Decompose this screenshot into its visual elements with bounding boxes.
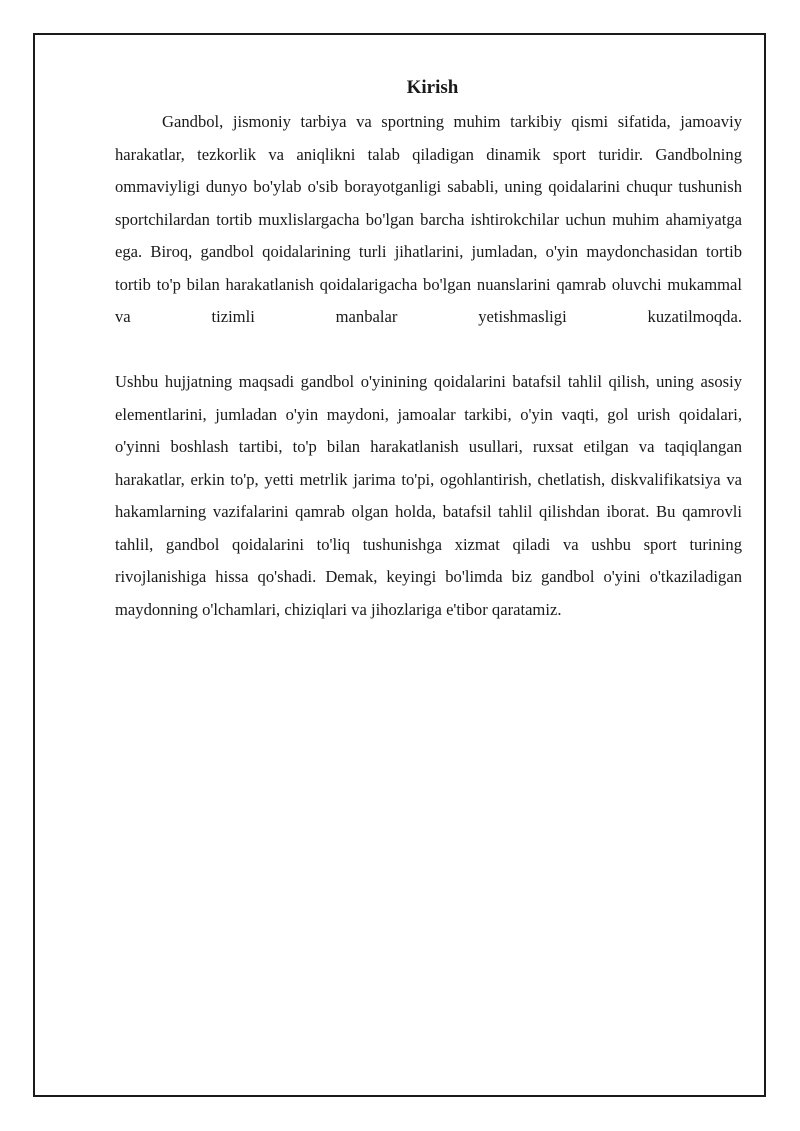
paragraph-purpose: Ushbu hujjatning maqsadi gandbol o'yinining qoidalarini batafsil tahlil qilish, uning asosiy elementlarini, jumladan o'yin maydoni, jamoalar tarkibi, o'yin vaqti, gol urish qoidalari, o'yinni boshlash tartibi, to'p bilan harakatlanish usullari, ruxsat etilgan va taqiqlangan harakatlar, erkin to'p, yetti metrlik jarima to'pi, ogohlantirish, chetlatish, diskvalifikatsiya va hakamlarning vazifalarini qamrab olgan holda, batafsil tahlil qilishdan iborat. Bu qamrovli tahlil, gandbol qoidalarini to'liq tushunishga xizmat qiladi va ushbu sport turining rivojlanishiga hissa qo'shadi. Demak, keyingi bo'limda biz gandbol o'yini o'tkaziladigan maydonning o'lchamlari, chiziqlari va jihozlariga e'tibor qaratamiz. <box>115 372 742 619</box>
paragraph-intro: Gandbol, jismoniy tarbiya va sportning muhim tarkibiy qismi sifatida, jamoaviy harakatlar, tezkorlik va aniqlikni talab qiladigan dinamik sport turidir. Gandbolning ommaviyligi dunyo bo'ylab o'sib borayotganligi sababli, uning qoidalarini chuqur tushunish sportchilardan tortib muxlislargacha bo'lgan barcha ishtirokchilar uchun muhim ahamiyatga ega. Biroq, gandbol qoidalarining turli jihatlarini, jumladan, o'yin maydonchasidan tortib tortib to'p bilan harakatlanish qoidalarigacha bo'lgan nuanslarini qamrab oluvchi mukammal va tizimli manbalar yetishmasligi kuzatilmoqda. <box>115 112 742 326</box>
section-title: Kirish <box>406 77 459 98</box>
document-body <box>115 74 742 626</box>
